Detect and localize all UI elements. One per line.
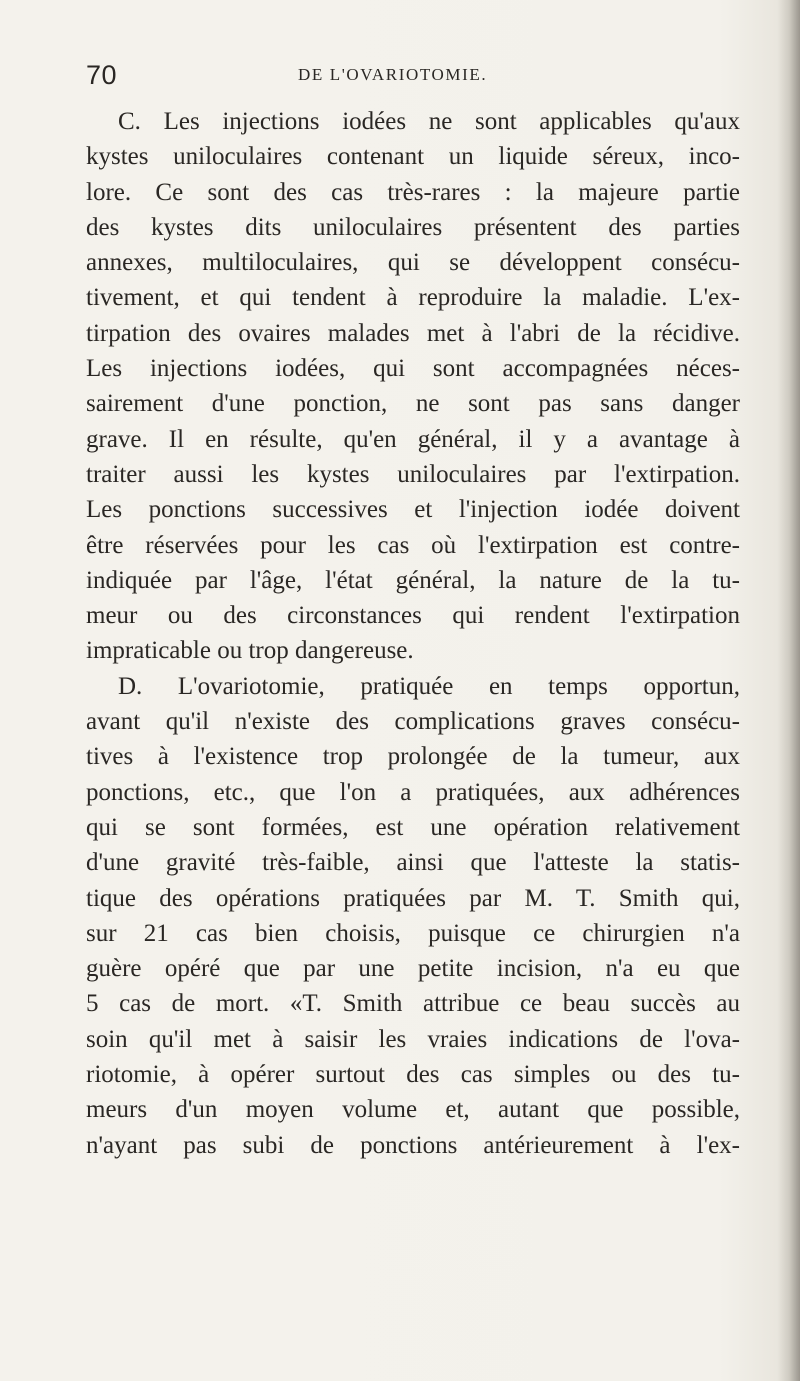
text-line: sairement d'une ponction, ne sont pas sans danger [86,390,740,418]
text-line: tirpation des ovaires malades met à l'abri de la récidive. [86,319,740,347]
text-line: meurs d'un moyen volume et, autant que possible, [86,1096,740,1124]
text-line: C. Les injections iodées ne sont applicables qu'aux [118,108,740,135]
page-number: 70 [86,60,118,90]
running-title: DE L'OVARIOTOMIE. [298,65,488,84]
text-line: tique des opérations pratiquées par M. T. Smith qui, [86,884,740,912]
text-line: annexes, multiloculaires, qui se développent consécu- [86,249,740,277]
text-line: indiquée par l'âge, l'état général, la nature de la tu- [86,566,740,594]
text-line: Les injections iodées, qui sont accompagnées néces- [86,355,740,383]
text-line: riotomie, à opérer surtout des cas simples ou des tu- [86,1061,740,1089]
text-line: des kystes dits uniloculaires présentent des parties [86,213,740,241]
text-line: Les ponctions successives et l'injection iodée doivent [86,496,740,524]
text-line: meur ou des circonstances qui rendent l'extirpation [86,602,740,630]
page-header [86,60,736,90]
text-line: 5 cas de mort. «T. Smith attribue ce beau succès au [86,990,740,1018]
text-line: ponctions, etc., que l'on a pratiquées, aux adhérences [86,778,740,806]
text-line: D. L'ovariotomie, pratiquée en temps opportun, [118,672,740,700]
text-line: soin qu'il met à saisir les vraies indications de l'ova- [86,1025,740,1053]
text-line: lore. Ce sont des cas très-rares : la majeure partie [86,178,740,206]
text-line: avant qu'il n'existe des complications graves consécu- [86,708,740,736]
text-line: tives à l'existence trop prolongée de la tumeur, aux [86,743,740,771]
text-line: kystes uniloculaires contenant un liquide séreux, inco- [86,143,740,171]
text-line: tivement, et qui tendent à reproduire la maladie. L'ex- [86,284,740,312]
page-edge-shadow [778,0,800,1381]
text-line: sur 21 cas bien choisis, puisque ce chirurgien n'a [86,919,740,947]
text-line: être réservées pour les cas où l'extirpation est contre- [86,531,740,559]
text-line: traiter aussi les kystes uniloculaires par l'extirpation. [86,460,740,488]
text-line: impraticable ou trop dangereuse. [86,637,414,665]
text-line: grave. Il en résulte, qu'en général, il y a avantage à [86,425,740,453]
text-line: guère opéré que par une petite incision, n'a eu que [86,955,740,983]
body-text [86,104,740,1163]
text-line: d'une gravité très-faible, ainsi que l'atteste la statis- [86,849,740,877]
text-line: n'ayant pas subi de ponctions antérieurement à l'ex- [86,1131,740,1159]
text-line: qui se sont formées, est une opération relativement [86,813,740,841]
